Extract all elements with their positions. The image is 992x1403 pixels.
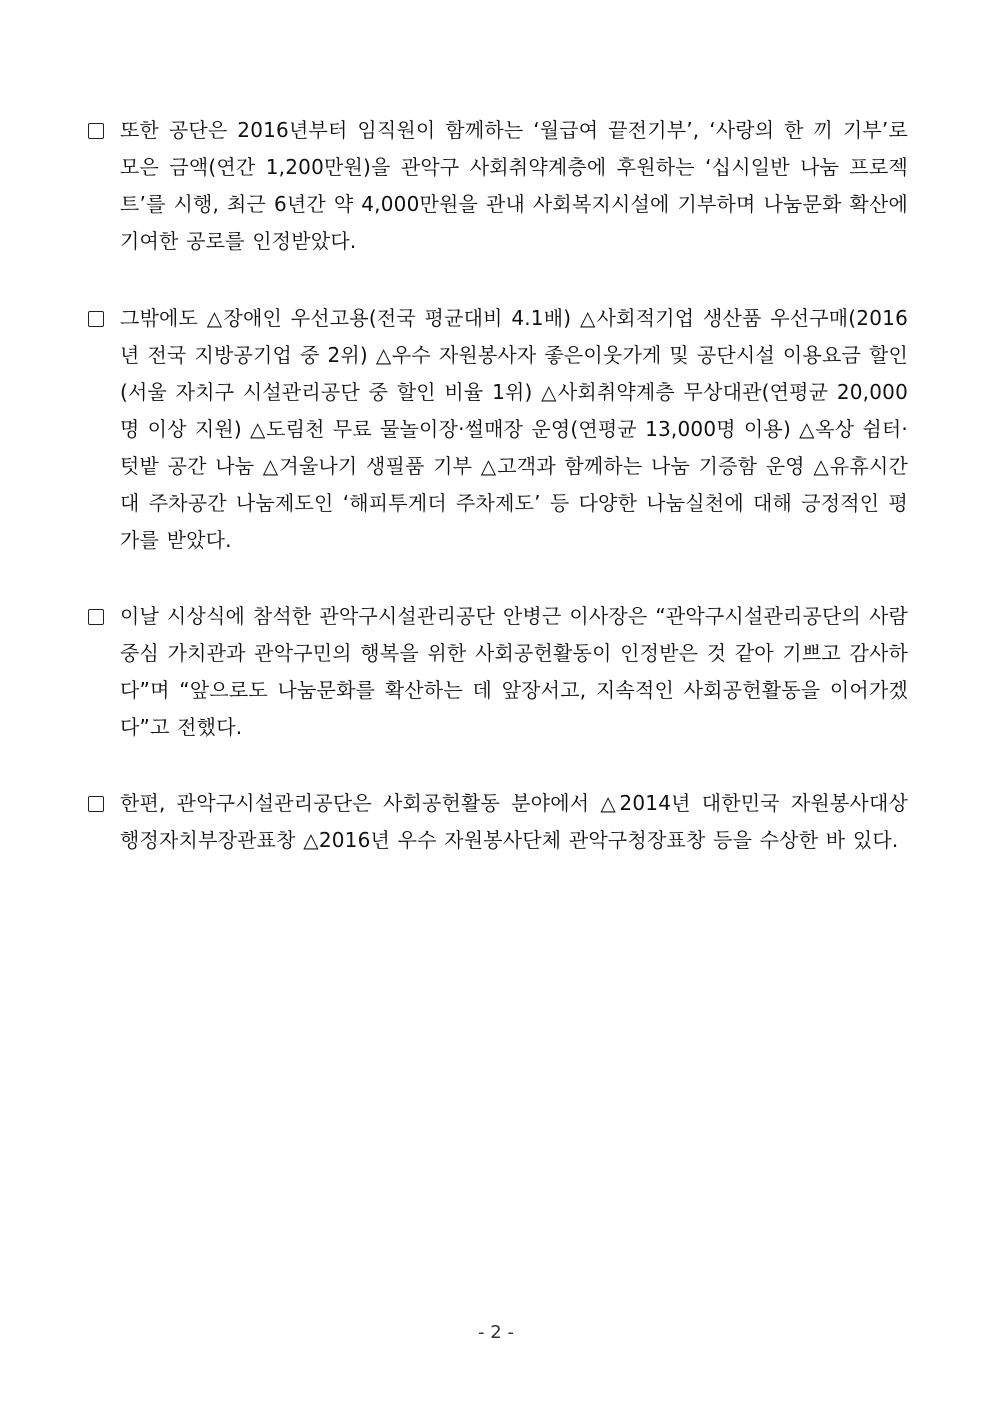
paragraph-1 [88,112,908,260]
page-number: - 2 - [478,1322,514,1343]
paragraph-text: 그밖에도 △장애인 우선고용(전국 평균대비 4.1배) △사회적기업 생산품 우선구매(2016년 전국 지방공기업 중 2위) △우수 자원봉사자 좋은이웃가게 및 공단시설 이용요금 할인(서울 자치구 시설관리공단 중 할인 비율 1위) △사회취약계층 무상대관(연평균 20,000명 이상 지원) △도림천 무료 물놀이장·썰매장 운영(연평균 13,000명 이용) △옥상 쉼터·텃밭 공간 나눔 △겨울나기 생필품 기부 △고객과 함께하는 나눔 기증함 운영 △유휴시간대 주차공간 나눔제도인 ‘해피투게더 주차제도’ 등 다양한 나눔실천에 대해 긍정적인 평가를 받았다. [120,306,908,552]
paragraph-text: 또한 공단은 2016년부터 임직원이 함께하는 ‘월급여 끝전기부’, ‘사랑의 한 끼 기부’로 모은 금액(연간 1,200만원)을 관악구 사회취약계층에 후원하는 ‘십시일반 나눔 프로젝트’를 시행, 최근 6년간 약 4,000만원을 관내 사회복지시설에 기부하며 나눔문화 확산에 기여한 공로를 인정받았다. [120,118,908,253]
checkbox-bullet-icon [88,609,104,625]
checkbox-bullet-icon [88,796,104,812]
checkbox-bullet-icon [88,311,104,327]
paragraph-3 [88,598,908,746]
paragraph-4 [88,785,908,859]
paragraph-text: 이날 시상식에 참석한 관악구시설관리공단 안병근 이사장은 “관악구시설관리공단의 사람중심 가치관과 관악구민의 행복을 위한 사회공헌활동이 인정받은 것 같아 기쁘고 감사하다”며 “앞으로도 나눔문화를 확산하는 데 앞장서고, 지속적인 사회공헌활동을 이어가겠다”고 전했다. [120,604,908,739]
checkbox-bullet-icon [88,123,104,139]
paragraph-2 [88,300,908,559]
paragraph-text: 한편, 관악구시설관리공단은 사회공헌활동 분야에서 △2014년 대한민국 자원봉사대상 행정자치부장관표창 △2016년 우수 자원봉사단체 관악구청장표창 등을 수상한 바 있다. [120,791,908,852]
